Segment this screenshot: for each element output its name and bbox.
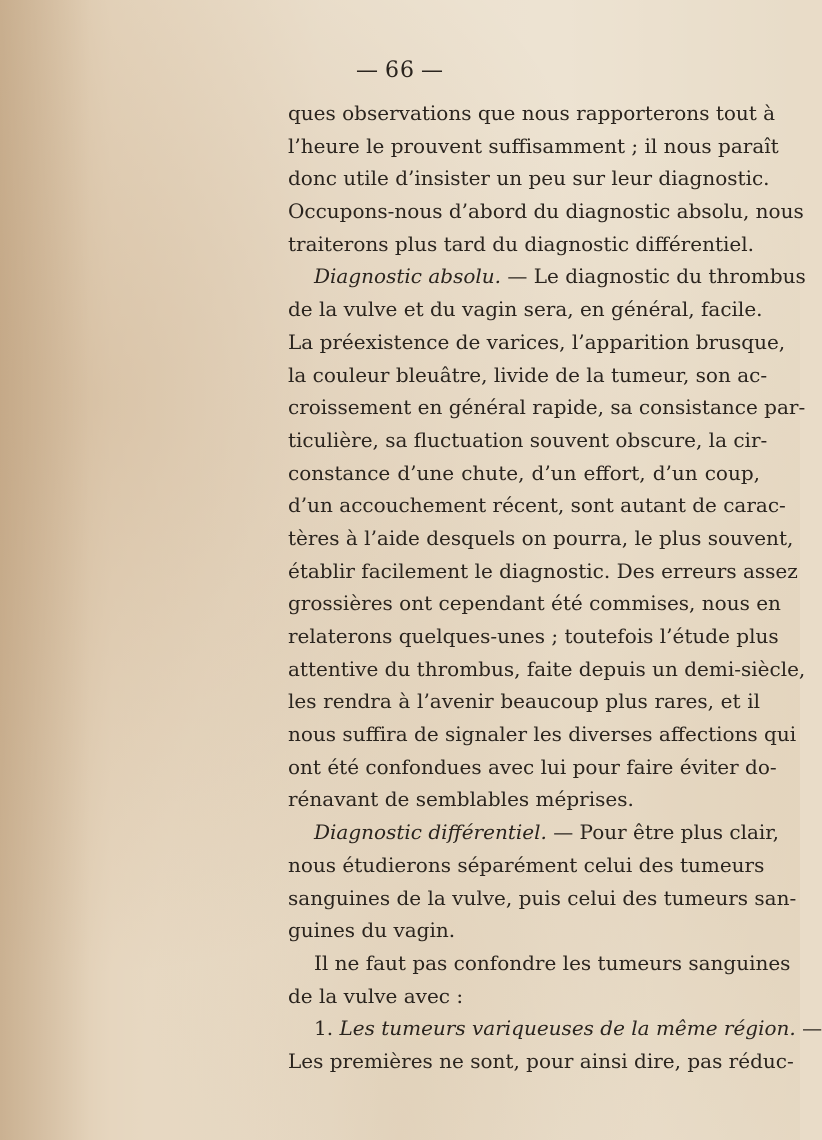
- text-segment: nous suffira de signaler les diverses affections qui: [288, 722, 797, 747]
- text-line: [288, 1045, 794, 1078]
- text-segment: constance d’une chute, d’un effort, d’un coup,: [288, 460, 760, 485]
- text-line: [288, 783, 760, 816]
- text-line: [288, 391, 806, 424]
- heading-tumeurs-variqueuses: Les tumeurs variqueuses de la même région.: [339, 1016, 796, 1041]
- text-segment: — Le diagnostic du thrombus: [501, 264, 806, 289]
- text-segment: l’heure le prouvent suffisamment ; il nous paraît: [288, 133, 779, 158]
- text-segment: ticulière, sa fluctuation souvent obscure, la cir-: [288, 427, 768, 452]
- text-line: [288, 587, 781, 620]
- text-segment: d’un accouchement récent, sont autant de carac-: [288, 493, 786, 518]
- text-segment: grossières ont cependant été commises, nous en: [288, 591, 781, 616]
- numbered-heading-line: [288, 1012, 822, 1045]
- text-segment: de la vulve et du vagin sera, en général, facile.: [288, 297, 763, 322]
- text-line: [288, 424, 768, 457]
- text-segment: —: [795, 1016, 822, 1041]
- text-segment: les rendra à l’avenir beaucoup plus rares, et il: [288, 689, 760, 714]
- text-line: [288, 228, 760, 261]
- text-line: [288, 326, 786, 359]
- text-line: [288, 980, 760, 1013]
- text-segment: La préexistence de varices, l’apparition brusque,: [288, 329, 786, 354]
- text-line: [288, 457, 760, 490]
- text-line: [288, 620, 779, 653]
- text-segment: traiterons plus tard du diagnostic différentiel.: [288, 231, 754, 256]
- text-line: [288, 882, 797, 915]
- text-line: [288, 914, 760, 947]
- folio-dash-right: —: [421, 58, 444, 83]
- text-line: [288, 162, 770, 195]
- page-number-value: 66: [385, 58, 415, 83]
- heading-diagnostic-differentiel: Diagnostic différentiel.: [314, 820, 547, 845]
- body-text: [288, 97, 822, 1078]
- text-line: [288, 947, 791, 980]
- text-segment: Les premières ne sont, pour ainsi dire, pas réduc-: [288, 1048, 794, 1073]
- text-line: [288, 849, 765, 882]
- folio-dash-left: —: [356, 58, 379, 83]
- text-line: [288, 489, 786, 522]
- text-segment: rénavant de semblables méprises.: [288, 787, 634, 812]
- text-line: [288, 653, 806, 686]
- text-segment: nous étudierons séparément celui des tumeurs: [288, 852, 765, 877]
- text-line: [288, 97, 776, 130]
- heading-diagnostic-absolu: Diagnostic absolu.: [314, 264, 502, 289]
- text-segment: sanguines de la vulve, puis celui des tumeurs san-: [288, 885, 797, 910]
- text-segment: — Pour être plus clair,: [546, 820, 780, 845]
- list-number: 1.: [314, 1016, 340, 1041]
- section-heading-line: [288, 816, 780, 849]
- text-segment: relaterons quelques-unes ; toutefois l’étude plus: [288, 624, 779, 648]
- text-line: [288, 522, 794, 555]
- text-line: [288, 685, 760, 718]
- text-line: [288, 555, 798, 588]
- text-segment: établir facilement le diagnostic. Des erreurs assez: [288, 558, 798, 583]
- text-segment: Occupons-nous d’abord du diagnostic absolu, nous: [288, 199, 804, 224]
- text-segment: croissement en général rapide, sa consistance par-: [288, 395, 806, 420]
- page-number: [0, 58, 800, 83]
- text-line: [288, 195, 804, 228]
- text-segment: guines du vagin.: [288, 918, 456, 943]
- text-line: [288, 293, 763, 326]
- text-segment: de la vulve avec :: [288, 983, 464, 1008]
- section-heading-line: [288, 260, 806, 293]
- text-line: [288, 718, 797, 751]
- text-line: [288, 751, 777, 784]
- text-line: [288, 359, 768, 392]
- text-segment: attentive du thrombus, faite depuis un demi-siècle,: [288, 656, 806, 681]
- text-line: [288, 130, 779, 163]
- text-segment: donc utile d’insister un peu sur leur diagnostic.: [288, 166, 770, 191]
- text-segment: la couleur bleuâtre, livide de la tumeur, son ac-: [288, 362, 768, 387]
- text-segment: ont été confondues avec lui pour faire éviter do-: [288, 754, 777, 779]
- text-segment: tères à l’aide desquels on pourra, le plus souvent,: [288, 525, 794, 550]
- text-segment: ques observations que nous rapporterons tout à: [288, 101, 776, 125]
- text-segment: Il ne faut pas confondre les tumeurs sanguines: [314, 950, 791, 975]
